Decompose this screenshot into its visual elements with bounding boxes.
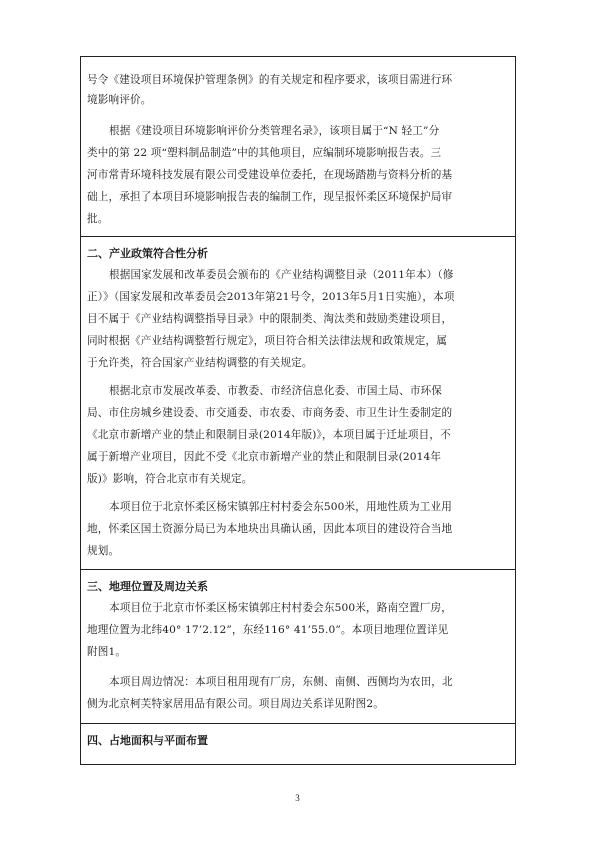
text-line: 于允许类，符合国家产业结构调整的有关规定。 bbox=[87, 357, 313, 369]
text-line: 局、市住房城乡建设委、市交通委、市农委、市商务委、市卫生计生委制定的 bbox=[87, 407, 453, 419]
text-line: 本项目位于北京市怀柔区杨宋镇郭庄村村委会东500米，路南空置厂房， bbox=[109, 602, 452, 614]
text-line: 版)》影响，符合北京市有关规定。 bbox=[87, 473, 253, 485]
text-line: 批。 bbox=[87, 213, 109, 225]
text-line: 规划。 bbox=[87, 545, 120, 557]
text-line: 号令《建设项目环境保护管理条例》的有关规定和程序要求，该项目需进行环 bbox=[87, 74, 453, 86]
report-frame bbox=[80, 56, 516, 765]
section-heading: 四、占地面积与平面布置 bbox=[87, 734, 208, 747]
text-line: 地理位置为北纬40° 17’2.12”，东经116° 41’55.0”。本项目地理位置详见 bbox=[87, 624, 449, 636]
text-line: 侧为北京柯芙特家居用品有限公司。项目周边关系详见附图2。 bbox=[87, 698, 384, 710]
section-heading: 二、产业政策符合性分析 bbox=[87, 247, 208, 260]
text-line: 河市常青环境科技发展有限公司受建设单位委托，在现场踏勘与资料分析的基 bbox=[87, 169, 453, 181]
section-divider bbox=[81, 723, 515, 724]
text-line: 本项目周边情况：本项目租用现有厂房，东侧、南侧、西侧均为农田，北 bbox=[109, 676, 453, 688]
section-divider bbox=[81, 236, 515, 237]
section-heading: 三、地理位置及周边关系 bbox=[87, 580, 208, 593]
text-line: 属于新增产业项目，因此不受《北京市新增产业的禁止和限制目录(2014年 bbox=[87, 451, 442, 463]
text-line: 础上，承担了本项目环境影响报告表的编制工作，现呈报怀柔区环境保护局审 bbox=[87, 191, 453, 203]
text-line: 根据北京市发展改革委、市教委、市经济信息化委、市国土局、市环保 bbox=[109, 385, 443, 397]
text-line: 境影响评价。 bbox=[87, 94, 152, 106]
text-line: 目不属于《产业结构调整指导目录》中的限制类、淘汰类和鼓励类建设项目， bbox=[87, 313, 453, 325]
text-line: 本项目位于北京怀柔区杨宋镇郭庄村村委会东500米，用地性质为工业用 bbox=[109, 501, 452, 513]
text-line: 附图1。 bbox=[87, 646, 127, 658]
text-line: 根据国家发展和改革委员会颁布的《产业结构调整目录（2011年本）（修 bbox=[109, 269, 454, 281]
text-line: 《北京市新增产业的禁止和限制目录(2014年版)》，本项目属于迁址项目，不 bbox=[87, 429, 451, 441]
text-line: 同时根据《产业结构调整暂行规定》，项目符合相关法律法规和政策规定，属 bbox=[87, 335, 447, 347]
section-divider bbox=[81, 569, 515, 570]
text-line: 地，怀柔区国土资源分局已为本地块出具确认函，因此本项目的建设符合当地 bbox=[87, 523, 453, 535]
text-line: 正）》（国家发展和改革委员会2013年第21号令，2013年5月1日实施），本项 bbox=[87, 291, 455, 303]
text-line: 根据《建设项目环境影响评价分类管理名录》，该项目属于“N 轻工”分 bbox=[109, 125, 440, 137]
page-number: 3 bbox=[295, 793, 300, 803]
text-line: 类中的第 22 项“塑料制品制造”中的其他项目，应编制环境影响报告表。三 bbox=[87, 147, 442, 159]
